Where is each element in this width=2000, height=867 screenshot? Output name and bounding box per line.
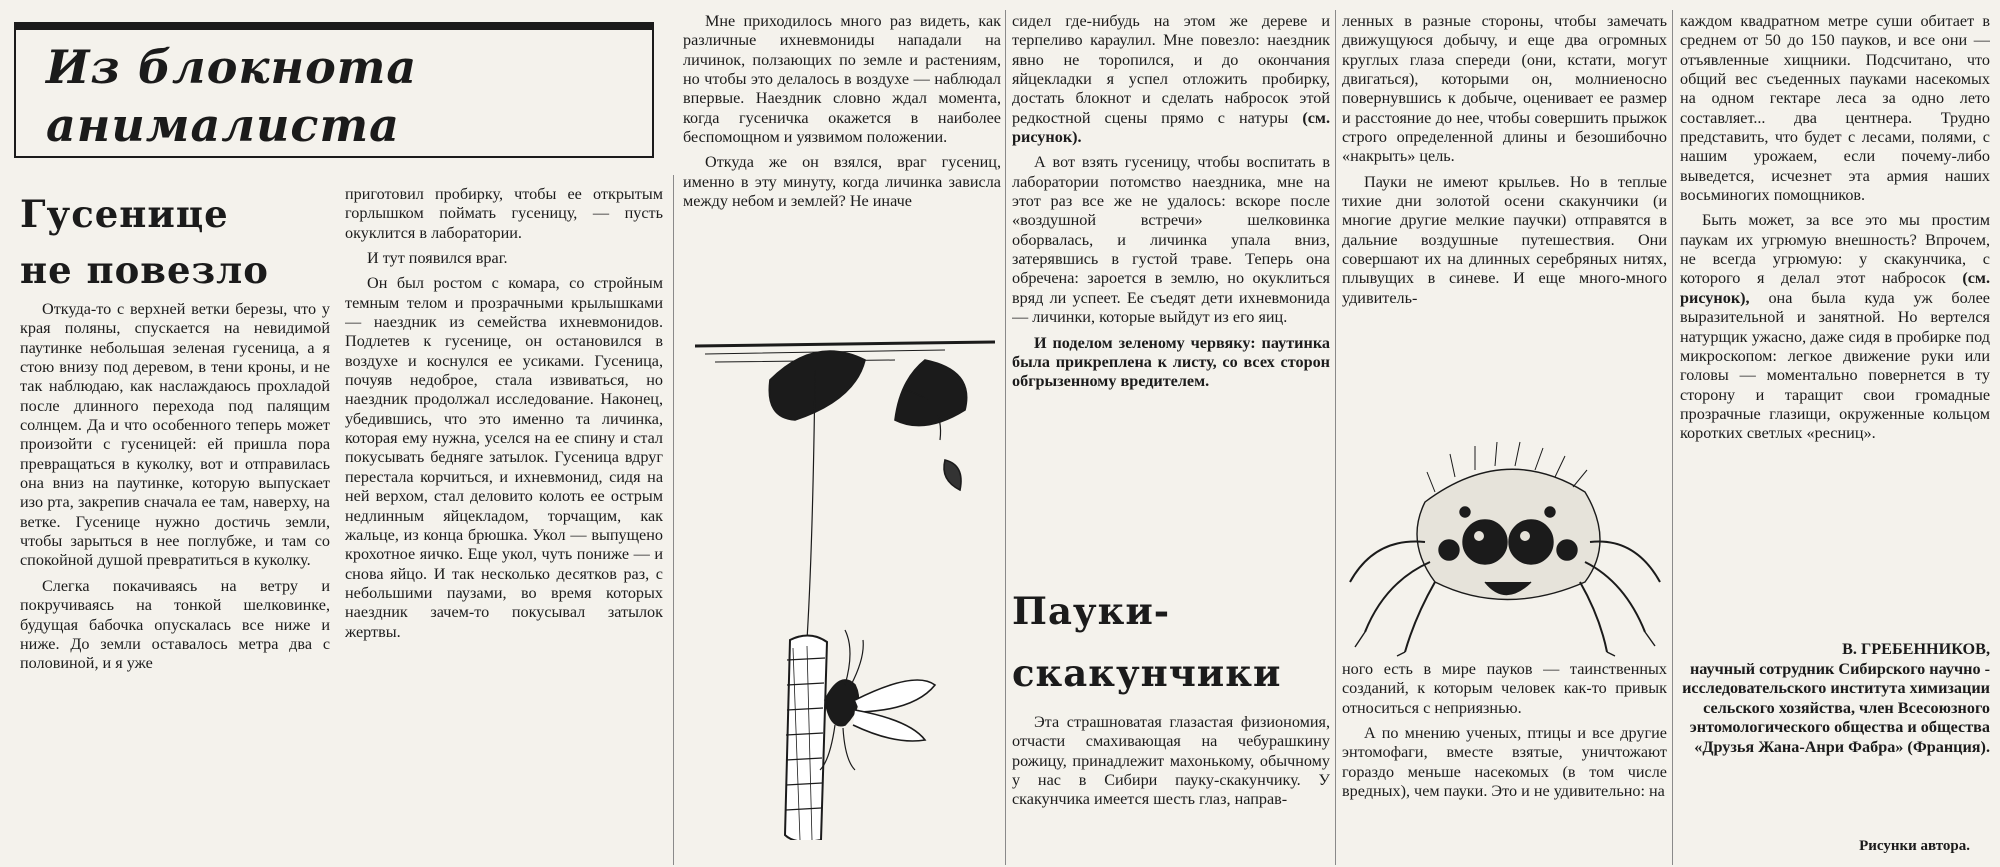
article1-column2 bbox=[345, 185, 663, 863]
author-signature bbox=[1680, 640, 1990, 758]
paragraph: приготовил пробирку, чтобы ее открытым горлышком поймать гусеницу, — пусть окуклится в лаборатории. bbox=[345, 185, 663, 242]
column-rule bbox=[1672, 10, 1673, 865]
figure-reference: (см. рисунок). bbox=[1012, 108, 1330, 147]
paragraph: Слегка покачиваясь на ветру и покручиваясь на тонкой шелковинке, будущая бабочка опускалась все ниже и ниже. До земли оставалось метра два с половиной, и я уже bbox=[20, 576, 330, 673]
article1-column3 bbox=[683, 12, 1001, 337]
illustration-credit: Рисунки автора. bbox=[1859, 838, 1970, 854]
paragraph: А вот взять гусеницу, чтобы воспитать в лаборатории потомство наездника, мне на этот раз все же не удалось: вскоре после «воздушной встречи» шелковинка оборвалась, и личинка упала вниз, затерявшись в густой траве. Теперь она обречена: зароется в землю, но окуклиться вряд ли успеет. Ее съедят дети ихневмонида — личинки, которые выйдут из его яиц. bbox=[1012, 153, 1330, 327]
article2-headline-line1: Пауки- bbox=[1012, 589, 1171, 633]
paragraph: ного есть в мире пауков — таинственных созданий, к которым человек как-то привык относиться с неприязнью. bbox=[1342, 660, 1667, 717]
paragraph: Откуда же он взялся, враг гусениц, именно в эту минуту, когда личинка зависла между небом и землей? Не иначе bbox=[683, 153, 1001, 211]
paragraph: Откуда-то с верхней ветки березы, что у края поляны, спускается на невидимой паутинке небольшая зеленая гусеница, а я стою внизу под деревом, в тени кроны, и не так наблюдаю, как наслаждаюсь прохладой после длинного перехода под палящим солнцем. Да и что особенного теперь может произойти с гусеницей: ей пришла пора превращаться в куколку, вот и отправилась она вниз на паутинке, которую выпускает изо рта, закрепив сначала ее там, наверху, на ветке. Гусенице нужно достичь земли, чтобы зарыться в нее поглубже, и там со спокойной душой превратиться в куколку. bbox=[20, 300, 330, 570]
paragraph: Пауки не имеют крыльев. Но в теплые тихие дни золотой осени скакунчики (и многие другие мелкие паучки) отправятся в дальние воздушные путешествия. Они совершают их на длинных серебряных нитях, плывущих в синеве. И еще много-много удивитель- bbox=[1342, 172, 1667, 307]
paragraph-text: она была куда уж более выразительной и занятной. Но вертелся натурщик ужасно, даже сидя в пробирке под микроскопом: легкое движение руки или головы — моментально повернется в ту сторону и таращит свои громадные прозрачные глазищи, окруженные кольцом коротких светлых «ресниц». bbox=[1680, 288, 1990, 443]
article1-column1 bbox=[20, 300, 330, 862]
article2-headline-line2: скакунчики bbox=[1012, 651, 1282, 695]
jumping-spider-drawing bbox=[1345, 432, 1665, 657]
rubric-top-rule bbox=[16, 24, 652, 30]
article2-column5-top bbox=[1342, 12, 1667, 430]
paragraph: Мне приходилось много раз видеть, как различные ихневмониды нападали на личинок, ползающих по земле и растениям, но чтобы это делалось в воздухе — наблюдал впервые. Наездник словно ждал момента, когда гусеничка окажется в наиболее беспомощном и уязвимом положении. bbox=[683, 12, 1001, 147]
paragraph: Эта страшноватая глазастая физиономия, отчасти смахивающая на чебурашкину рожицу, принадлежит махонькому, обычному у нас в Сибири пауку-скакунчику. У скакунчика имеется шесть глаз, направ- bbox=[1012, 713, 1330, 809]
article2-column6 bbox=[1680, 12, 1990, 637]
paragraph: каждом квадратном метре суши обитает в среднем от 50 до 150 пауков, и все они — отъявленные хищники. Подсчитано, что общий вес съеденных пауками насекомых на одном гектаре леса за одно лето составляет... два центнера. Трудно представить, что будет с лесами, полями, с нашим урожаем, если почему-либо выведется, исчезнет эта армия наших восьминогих помощников. bbox=[1680, 12, 1990, 205]
rubric-box bbox=[14, 22, 654, 158]
article1-headline bbox=[20, 186, 340, 298]
article2-headline bbox=[1012, 580, 1330, 704]
rubric-title: Из блокнота анималиста bbox=[46, 40, 418, 152]
paragraph-text: Быть может, за все это мы простим паукам их угрюмую внешность? Впрочем, не всегда угрюмую: у скакунчика, с которого я делал этот набросок bbox=[1680, 211, 1990, 288]
paragraph-text: сидел где-нибудь на этом же дереве и терпеливо караулил. Мне повезло: наездник явно не торопился, и до окончания яйцекладки я успел отложить пробирку, достать блокнот и сделать набросок этой редкостной сцены прямо с натуры bbox=[1012, 12, 1330, 127]
column-rule bbox=[1335, 10, 1336, 865]
column-rule bbox=[1005, 10, 1006, 865]
column-rule bbox=[673, 175, 674, 865]
paragraph: И тут появился враг. bbox=[367, 249, 508, 268]
paragraph: А по мнению ученых, птицы и все другие энтомофаги, вместе взятые, уничтожают гораздо меньше насекомых (в том числе вредных), чем пауки. Это и не удивительно: на bbox=[1342, 724, 1667, 801]
paragraph: ленных в разные стороны, чтобы замечать движущуюся добычу, и еще два огромных круглых глаза спереди (они, кстати, могут двигаться), которыми он, молниеносно повернувшись к добыче, оценивает ее размер и расстояние до нее, чтобы совершить прыжок строго определенной длины и безошибочно «накрыть» цель. bbox=[1342, 12, 1667, 166]
paragraph-bold: И поделом зеленому червяку: паутинка была прикреплена к листу, со всех сторон обгрызенному вредителем. bbox=[1012, 333, 1330, 391]
paragraph bbox=[1680, 211, 1990, 443]
article2-column5-bottom bbox=[1342, 660, 1667, 865]
article1-headline-line2: не повезло bbox=[20, 248, 269, 292]
article1-headline-line1: Гусенице bbox=[20, 192, 229, 236]
paragraph: Он был ростом с комара, со стройным темным телом и прозрачными крылышками — наездник из семейства ихневмонидов. Подлетев к гусенице, он остановился в воздухе и коснулся ее усиками. Гусеница, почуяв недоброе, стала извиваться, но наездник продолжал исследование. Наконец, убедившись, что это именно та личинка, которая ему нужна, уселся на ее спину и стал покусывать бедняге затылок. Гусеница вдруг перестала корчиться, и ихневмонид, сидя на ней верхом, стал деловито колоть ее острым недлинным яйцекладом, торчащим, как жальце, из конца брюшка. Укол — выпущено крохотное яичко. Еще укол, чуть пониже — и снова яйцо. И так несколько десятков раз, с небольшими паузами, во время которых наездник зачем-то покусывал затылок жертвы. bbox=[345, 274, 663, 641]
article2-column4 bbox=[1012, 713, 1330, 863]
caterpillar-ichneumon-drawing bbox=[695, 340, 995, 840]
author-name: В. ГРЕБЕННИКОВ, bbox=[1842, 640, 1990, 658]
paragraph bbox=[1012, 12, 1330, 147]
author-affiliation: научный сотрудник Сибирского научно - исследовательского института химизации сельского хозяйства, член Всесоюзного энтомологического общества и общества «Друзья Жана-Анри Фабра» (Франция). bbox=[1682, 659, 1990, 756]
figure-reference: (см. рисунок), bbox=[1680, 269, 1990, 307]
article1-column4 bbox=[1012, 12, 1330, 572]
